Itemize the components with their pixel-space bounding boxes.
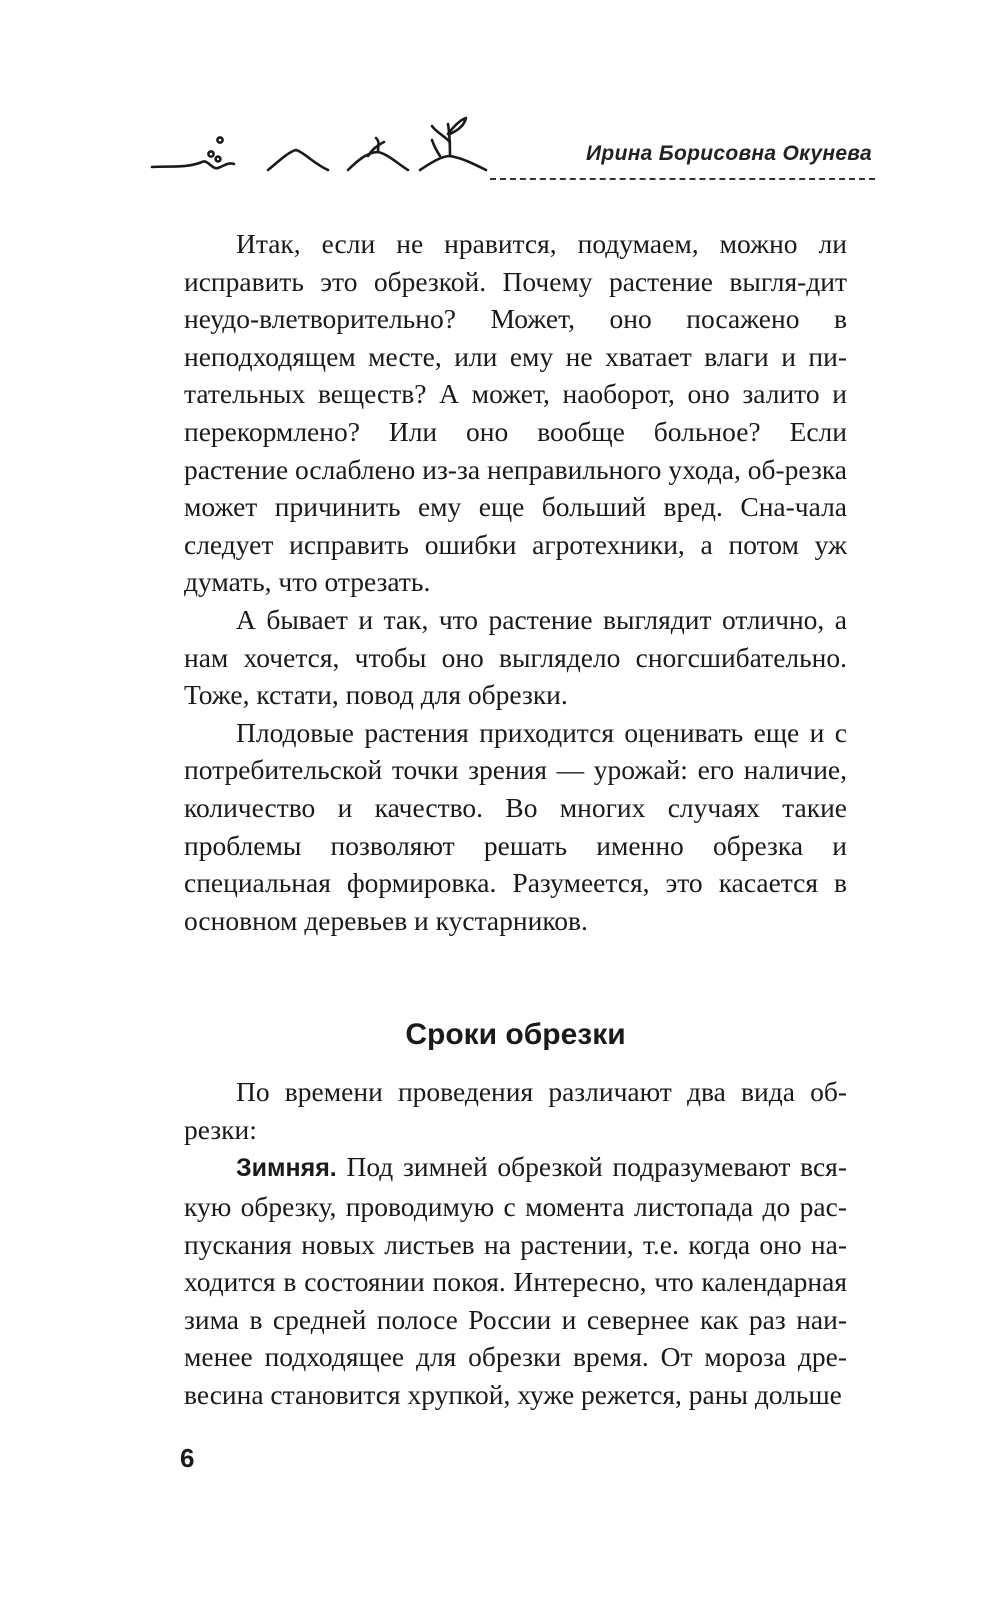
paragraph: По времени проведения различают два вида об-резки:	[184, 1076, 847, 1145]
paragraph-winter	[184, 1148, 847, 1413]
seed-icon	[216, 157, 221, 162]
seed-icon	[217, 137, 222, 142]
page-number: 6	[180, 1443, 195, 1473]
paragraph: А бывает и так, что растение выглядит отлично, а нам хочется, чтобы оно выглядело сногсшибательно. Тоже, кстати, повод для обрезки.	[184, 603, 847, 711]
grown-sprout-icon	[420, 156, 486, 170]
sprout-hill-icon	[348, 152, 408, 170]
seed-icon	[208, 151, 213, 156]
term-winter: Зимняя.	[236, 1154, 337, 1183]
page-body	[184, 225, 847, 1414]
sprouting-seed-ornament	[150, 112, 520, 192]
paragraph: Итак, если не нравится, подумаем, можно ли исправить это обрезкой. Почему растение выгля-дит неудо-влетворительно? Может, оно посажено в неподходящем месте, или ему не хватает влаги и пи-тательных веществ? А может, наоборот, оно залито и перекормлено? Или оно вообще больное? Если растение ослаблено из-за неправильного ухода, об-резка может причинить ему еще больший вред. Сна-чала следует исправить ошибки агротехники, а потом уж думать, что отрезать.	[184, 228, 847, 598]
section-title: Сроки обрезки	[405, 1018, 626, 1052]
header-dashed-rule	[490, 178, 875, 180]
paragraph: Плодовые растения приходится оценивать еще и с потребительской точки зрения — урожай: его наличие, количество и качество. Во многих случаях такие проблемы позволяют решать именно обрезка и специальная формировка. Разумеется, это касается в основном деревьев и кустарников.	[184, 716, 847, 936]
winter-description: Под зимней обрезкой подразумевают вся-кую обрезку, проводимую с момента листопада до рас-пускания новых листьев на растении, т.е. когда оно на-ходится в состоянии покоя. Интересно, что календарная зима в средней полосе России и севернее как раз наи-менее подходящее для обрезки время. От мороза дре-весина становится хрупкой, хуже режется, раны дольше	[184, 1151, 847, 1411]
author-name: Ирина Борисовна Окунева	[586, 142, 872, 165]
hill-icon	[268, 150, 328, 170]
seed-ground-icon	[152, 161, 234, 168]
